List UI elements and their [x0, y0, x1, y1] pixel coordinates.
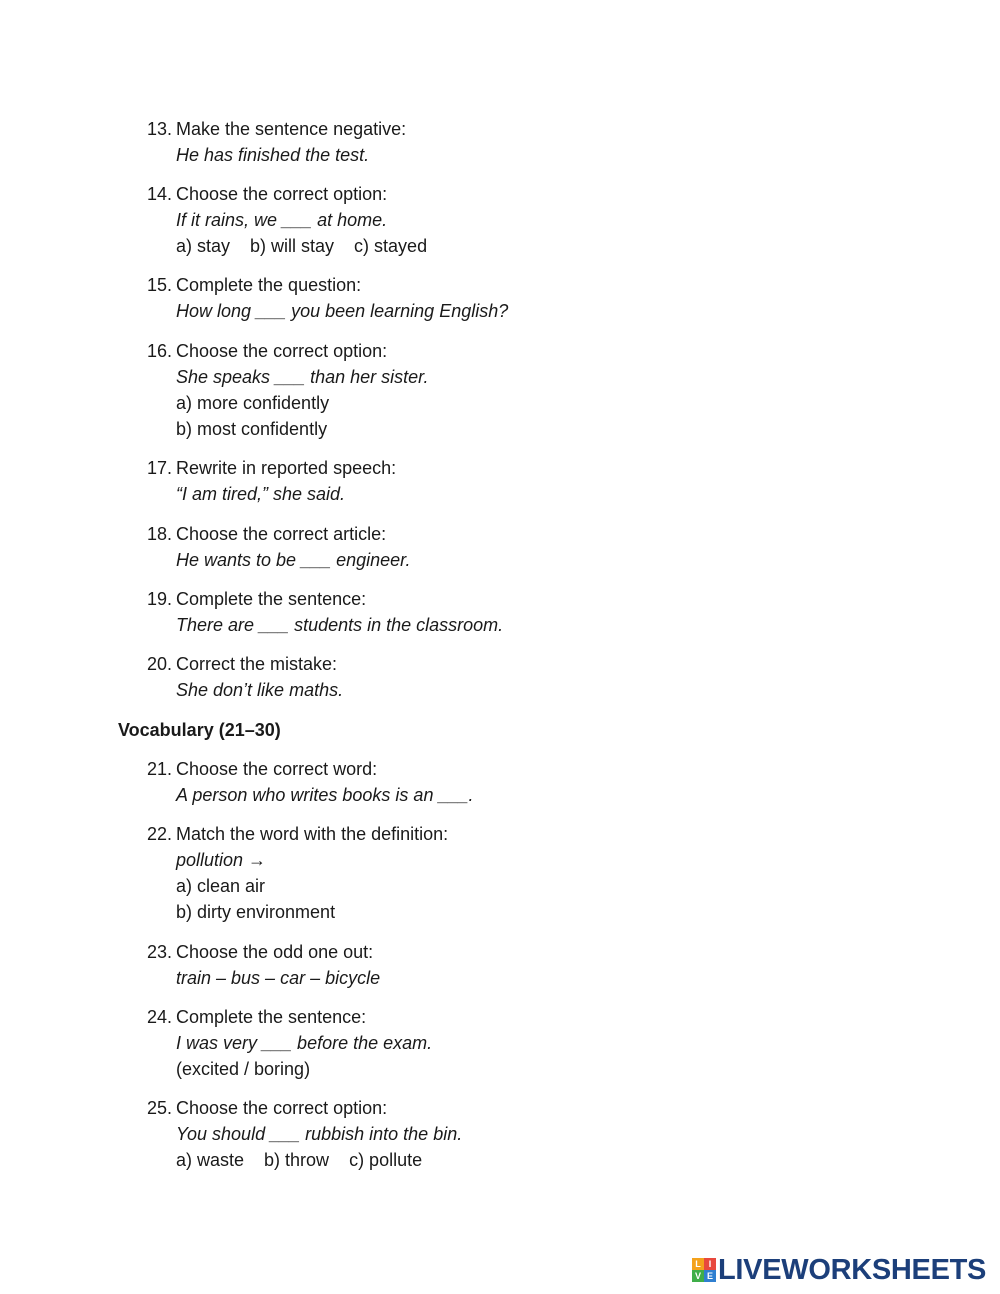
question-sentence: She speaks ___ than her sister.: [176, 367, 429, 387]
question-sentence: pollution →: [176, 850, 267, 870]
word-choices: (excited / boring): [176, 1059, 311, 1079]
option-b[interactable]: b) will stay: [250, 236, 335, 256]
question-prompt: Match the word with the definition:: [176, 824, 449, 844]
question-sentence: He wants to be ___ engineer.: [176, 550, 411, 570]
logo-mark-icon: [692, 1258, 716, 1282]
question-prompt: Make the sentence negative:: [176, 119, 407, 139]
question-sentence: There are ___ students in the classroom.: [176, 615, 504, 635]
question-sentence: A person who writes books is an ___.: [176, 785, 474, 805]
option-b[interactable]: b) most confidently: [176, 419, 328, 439]
section-heading-vocabulary: Vocabulary (21–30): [118, 720, 281, 740]
logo-mark-letter: L: [692, 1258, 704, 1270]
question-sentence: If it rains, we ___ at home.: [176, 210, 388, 230]
option-c[interactable]: c) stayed: [354, 236, 428, 256]
question-number: 24.: [147, 1007, 173, 1027]
option-a[interactable]: a) waste: [176, 1150, 245, 1170]
question-number: 15.: [147, 275, 173, 295]
liveworksheets-logo: [692, 1255, 986, 1285]
question-prompt: Choose the odd one out:: [176, 942, 374, 962]
option-b[interactable]: b) throw: [264, 1150, 330, 1170]
question-sentence: train – bus – car – bicycle: [176, 968, 381, 988]
option-b[interactable]: b) dirty environment: [176, 902, 336, 922]
question-prompt: Choose the correct article:: [176, 524, 387, 544]
question-prompt: Choose the correct word:: [176, 759, 378, 779]
question-prompt: Complete the question:: [176, 275, 362, 295]
logo-mark-letter: I: [704, 1258, 716, 1270]
question-number: 14.: [147, 184, 173, 204]
question-prompt: Complete the sentence:: [176, 1007, 367, 1027]
answer-options: [176, 233, 427, 259]
question-number: 17.: [147, 458, 173, 478]
question-number: 16.: [147, 341, 173, 361]
question-sentence: You should ___ rubbish into the bin.: [176, 1124, 463, 1144]
question-number: 25.: [147, 1098, 173, 1118]
question-sentence: How long ___ you been learning English?: [176, 301, 509, 321]
question-prompt: Rewrite in reported speech:: [176, 458, 397, 478]
logo-mark-letter: E: [704, 1270, 716, 1282]
option-a[interactable]: a) more confidently: [176, 393, 330, 413]
question-sentence: He has finished the test.: [176, 145, 370, 165]
question-number: 21.: [147, 759, 173, 779]
option-a[interactable]: a) clean air: [176, 876, 266, 896]
logo-mark-letter: V: [692, 1270, 704, 1282]
question-number: 20.: [147, 654, 173, 674]
question-prompt: Choose the correct option:: [176, 341, 388, 361]
option-a[interactable]: a) stay: [176, 236, 231, 256]
answer-options: [176, 1147, 462, 1173]
question-prompt: Correct the mistake:: [176, 654, 338, 674]
question-prompt: Choose the correct option:: [176, 1098, 388, 1118]
question-sentence: I was very ___ before the exam.: [176, 1033, 433, 1053]
question-sentence: She don’t like maths.: [176, 680, 344, 700]
question-number: 23.: [147, 942, 173, 962]
question-number: 19.: [147, 589, 173, 609]
question-number: 13.: [147, 119, 173, 139]
question-prompt: Complete the sentence:: [176, 589, 367, 609]
logo-wordmark: LIVEWORKSHEETS: [718, 1254, 987, 1286]
question-prompt: Choose the correct option:: [176, 184, 388, 204]
question-number: 22.: [147, 824, 173, 844]
question-number: 18.: [147, 524, 173, 544]
option-c[interactable]: c) pollute: [349, 1150, 423, 1170]
question-sentence: “I am tired,” she said.: [176, 484, 346, 504]
